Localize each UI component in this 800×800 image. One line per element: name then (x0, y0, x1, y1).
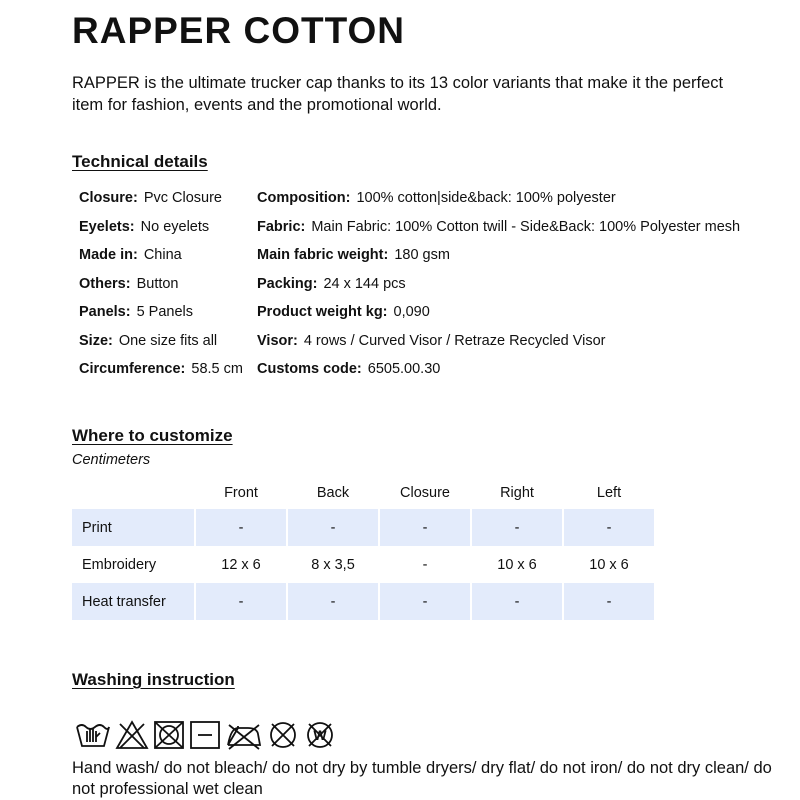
table-header-row (72, 477, 654, 509)
spec-packing: Packing: 24 x 144 pcs (257, 276, 406, 292)
no-tumble-dry-icon (152, 718, 186, 752)
care-symbols (74, 718, 338, 752)
no-wet-clean-icon (302, 718, 338, 752)
spec-product-weight: Product weight kg: 0,090 (257, 304, 430, 320)
dry-flat-icon (188, 718, 222, 752)
row-label: Embroidery (82, 556, 157, 573)
table-cell: - (472, 583, 562, 620)
table-cell: 12 x 6 (221, 556, 261, 573)
row-label: Heat transfer (72, 583, 194, 620)
table-cell: - (288, 509, 378, 546)
spec-eyelets: Eyelets: No eyelets (79, 219, 210, 235)
table-cell: - (380, 509, 470, 546)
spec-made-in: Made in: China (79, 247, 182, 263)
table-row (72, 509, 654, 546)
no-dry-clean-icon (266, 718, 300, 752)
spec-fabric: Fabric: Main Fabric: 100% Cotton twill - Side&Back: 100% Polyester mesh (257, 219, 741, 235)
table-cell: - (196, 509, 286, 546)
spec-circumference: Circumference: 58.5 cm (79, 361, 243, 377)
spec-customs-code: Customs code: 6505.00.30 (257, 361, 441, 377)
table-cell: - (564, 509, 654, 546)
row-label: Print (72, 509, 194, 546)
product-description: RAPPER is the ultimate trucker cap thanks to its 13 color variants that make it the perfect item for fashion, events and the promotional world. (72, 74, 724, 114)
table-cell: 8 x 3,5 (311, 556, 355, 573)
unit-note: Centimeters (72, 452, 151, 468)
table-cell: 10 x 6 (589, 556, 629, 573)
table-cell: 10 x 6 (497, 556, 537, 573)
table-row (72, 546, 654, 583)
table-cell: - (472, 509, 562, 546)
washing-instructions-text: Hand wash/ do not bleach/ do not dry by tumble dryers/ dry flat/ do not iron/ do not dry clean/ do not professional wet clean (72, 759, 772, 798)
table-cell: - (422, 556, 428, 573)
spec-size: Size: One size fits all (79, 333, 218, 349)
table-row (72, 583, 654, 620)
spec-composition: Composition: 100% cotton|side&back: 100% polyester (257, 190, 616, 206)
column-header: Closure (400, 485, 450, 501)
spec-main-fabric-weight: Main fabric weight: 180 gsm (257, 247, 450, 263)
where-to-customize-heading: Where to customize (72, 426, 233, 445)
spec-panels: Panels: 5 Panels (79, 304, 194, 320)
corner-cell (72, 477, 194, 509)
table-cell: - (196, 583, 286, 620)
column-header: Right (500, 485, 534, 501)
column-header: Front (224, 485, 258, 501)
product-title: RAPPER COTTON (72, 10, 406, 51)
washing-instruction-heading: Washing instruction (72, 670, 235, 689)
table-cell: - (564, 583, 654, 620)
hand-wash-icon (74, 718, 112, 752)
table-cell: - (288, 583, 378, 620)
spec-visor: Visor: 4 rows / Curved Visor / Retraze Recycled Visor (257, 333, 606, 349)
customization-table (70, 477, 656, 620)
spec-others: Others: Button (79, 276, 179, 292)
no-bleach-icon (114, 718, 150, 752)
technical-details-heading: Technical details (72, 152, 208, 171)
wet-clean-letter: W (313, 727, 327, 743)
table-cell: - (380, 583, 470, 620)
column-header: Left (596, 485, 622, 501)
no-iron-icon (224, 718, 264, 752)
spec-closure: Closure: Pvc Closure (79, 190, 222, 206)
column-header: Back (316, 485, 350, 501)
